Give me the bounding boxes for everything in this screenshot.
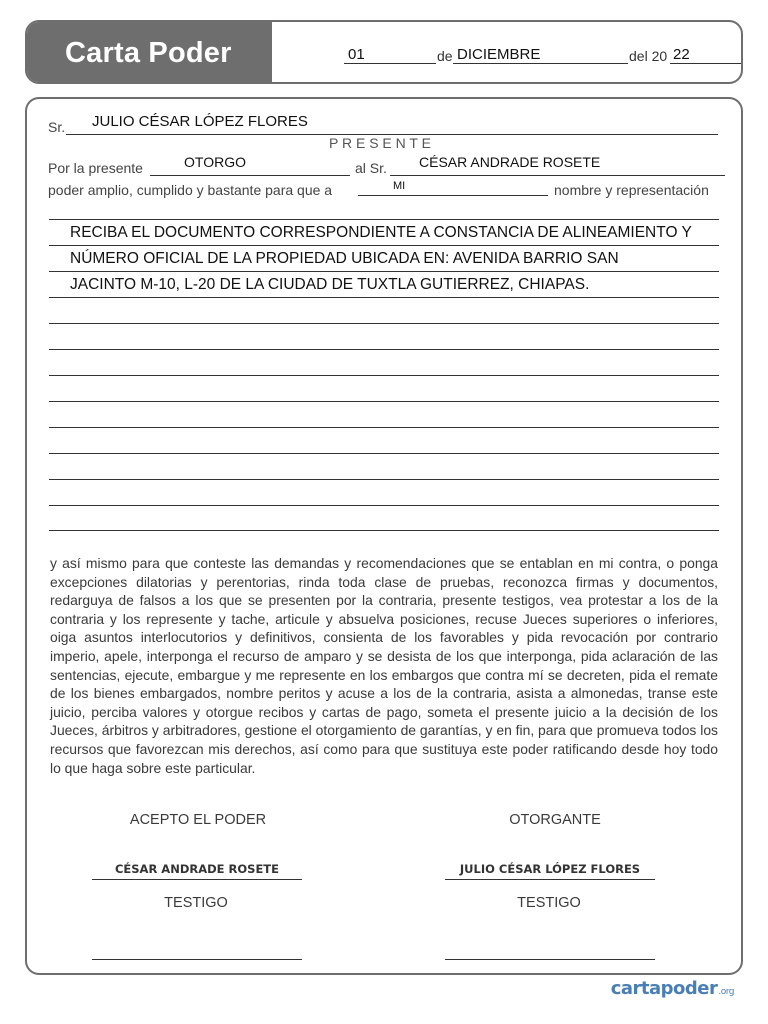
date-month-underline xyxy=(453,63,628,64)
presente-heading: P R E S E N T E xyxy=(329,135,431,151)
mi-underline xyxy=(358,195,548,196)
ruled-line xyxy=(49,323,719,324)
otorgante-label: OTORGANTE xyxy=(509,812,601,828)
otorgante-name: JULIO CÉSAR LÓPEZ FLORES xyxy=(459,862,641,876)
date-year-label: del 20 xyxy=(629,48,668,64)
body-line-3: JACINTO M-10, L-20 DE LA CIUDAD DE TUXTLA GUTIERREZ, CHIAPAS. xyxy=(70,276,590,293)
ruled-line xyxy=(49,530,719,531)
ruled-line xyxy=(49,245,719,246)
sr-label: Sr. xyxy=(48,119,66,135)
date-day: 01 xyxy=(348,46,365,63)
ruled-line xyxy=(49,453,719,454)
testigo-left-signature-line xyxy=(92,959,302,960)
logo-suffix: .org xyxy=(718,987,734,997)
nombre-label: nombre y representación xyxy=(554,182,709,198)
sr-name: JULIO CÉSAR LÓPEZ FLORES xyxy=(92,113,308,130)
date-year-underline xyxy=(670,63,742,64)
apoderado-underline xyxy=(390,175,725,176)
otorgo-underline xyxy=(150,175,350,176)
apoderado-name: CÉSAR ANDRADE ROSETE xyxy=(419,154,601,170)
document-title: Carta Poder xyxy=(27,22,272,82)
ruled-line xyxy=(49,297,719,298)
date-line xyxy=(272,22,741,82)
por-label: Por la presente xyxy=(48,160,143,176)
mi-value: MI xyxy=(393,180,406,192)
date-month: DICIEMBRE xyxy=(457,46,541,63)
body-line-1: RECIBA EL DOCUMENTO CORRESPONDIENTE A CONSTANCIA DE ALINEAMIENTO Y xyxy=(70,224,692,241)
date-day-underline xyxy=(344,63,436,64)
date-de-label: de xyxy=(437,48,453,64)
date-year: 22 xyxy=(673,46,690,63)
testigo-left-label: TESTIGO xyxy=(164,895,228,911)
otorgante-signature-line xyxy=(445,879,655,880)
acepto-label: ACEPTO EL PODER xyxy=(129,812,267,828)
cartapoder-logo xyxy=(611,978,734,999)
acepto-signature-line xyxy=(92,879,302,880)
testigo-right-signature-line xyxy=(445,959,655,960)
otorgo-value: OTORGO xyxy=(184,154,246,170)
ruled-line xyxy=(49,427,719,428)
ruled-line xyxy=(49,505,719,506)
al-label: al Sr. xyxy=(355,160,387,176)
legal-paragraph: y así mismo para que conteste las demandas y recomendaciones que se entablan en mi contra, o ponga excepciones dilatorias y perentorias, rinda toda clase de pruebas, reconozca firmas y documentos, redarguya de falsos a los que se presenten por la contraria, presente testigos, vea protestar a los de la contraria y los represente y tache, articule y absuelva posiciones, recuse Jueces superiores o inferiores, oiga asuntos interlocutorios y definitivos, consienta de los favorables y pida revocación por contrario imperio, apele, interponga el recurso de amparo y se desista de los que interponga, pida aclaración de las sentencias, ejecute, embargue y me represente en los embargos que contra mí se decreten, pida el remate de los bienes embargados, nombre peritos y acuse a los de la contraria, asista a almonedas, transe este juicio, perciba valores y otorgue recibos y cartas de pago, someta el presente juicio a la decisión de los Jueces, árbitros y arbitradores, gestione el otorgamiento de garantías, y en fin, para que promueva todos los recursos que favorezcan mis derechos, así como para que sustituya este poder ratificando desde hoy todo lo que haga sobre este particular. xyxy=(50,555,718,776)
poder-label: poder amplio, cumplido y bastante para que a xyxy=(48,182,333,198)
ruled-line xyxy=(49,271,719,272)
body-line-2: NÚMERO OFICIAL DE LA PROPIEDAD UBICADA EN: AVENIDA BARRIO SAN xyxy=(70,250,619,267)
ruled-line xyxy=(49,479,719,480)
ruled-line xyxy=(49,375,719,376)
testigo-right-label: TESTIGO xyxy=(517,895,581,911)
ruled-line xyxy=(49,349,719,350)
ruled-line xyxy=(49,401,719,402)
ruled-line xyxy=(49,219,719,220)
acepto-name: CÉSAR ANDRADE ROSETE xyxy=(114,862,280,876)
header-bar xyxy=(25,20,743,84)
logo-text: cartapoder xyxy=(610,978,718,999)
